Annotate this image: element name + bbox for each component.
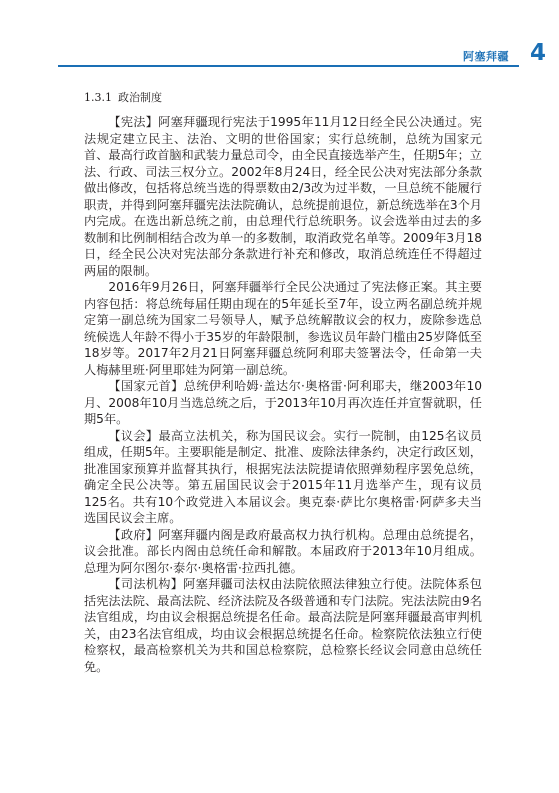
section-number: 1.3.1 [84, 91, 112, 104]
paragraph-constitution-amendment: 2016年9月26日，阿塞拜疆举行全民公决通过了宪法修正案。其主要内容包括：将总统每届任期由现在的5年延长至7年，设立两名副总统并规定第一副总统为国家二号领导人，赋予总统解散议会的权力，废除参选总统候选人年龄不得小于35岁的年龄限制，参选议员年龄门槛由25岁降低至18岁等。2017年2月21日阿塞拜疆总统阿利耶夫签署法令，任命第一夫人梅赫里班·阿里耶娃为阿第一副总统。 [84, 280, 482, 377]
paragraph-parliament: 【议会】最高立法机关，称为国民议会。实行一院制，由125名议员组成，任期5年。主要职能是制定、批准、废除法律条约，决定行政区划，批准国家预算并监督其执行，根据宪法法院提请依照弹劾程序罢免总统，确定全民公决等。第五届国民议会于2015年11月选举产生，现有议员125名。共有10个政党进入本届议会。奥克泰·萨比尔奥格雷·阿萨多夫当选国民议会主席。 [84, 428, 482, 525]
header-rule [58, 65, 519, 67]
page-content [84, 89, 482, 675]
paragraph-government: 【政府】阿塞拜疆内阁是政府最高权力执行机构。总理由总统提名，议会批准。部长内阁由总统任命和解散。本届政府于2013年10月组成。总理为阿尔图尔·泰尔·奥格雷·拉西扎德。 [84, 527, 482, 575]
section-title: 政治制度 [118, 91, 162, 104]
section-heading [84, 89, 482, 105]
paragraph-judiciary: 【司法机构】阿塞拜疆司法权由法院依照法律独立行使。法院体系包括宪法法院、最高法院、经济法院及各级普通和专门法院。宪法法院由9名法官组成，均由议会根据总统提名任命。最高法院是阿塞拜疆最高审判机关，由23名法官组成，均由议会根据总统提名任命。检察院依法独立行使检察权，最高检察机关为共和国总检察院，总检察长经议会同意由总统任免。 [84, 577, 482, 674]
paragraph-constitution: 【宪法】阿塞拜疆现行宪法于1995年11月12日经全民公决通过。宪法规定建立民主、法治、文明的世俗国家；实行总统制，总统为国家元首、最高行政首脑和武装力量总司令，由全民直接选举产生，任期5年；立法、行政、司法三权分立。2002年8月24日，经全民公决对宪法部分条款做出修改，包括将总统当选的得票数由2/3改为过半数，一旦总统不能履行职责，并得到阿塞拜疆宪法法院确认，总统提前退位，新总统选举在3个月内完成。在选出新总统之前，由总理代行总统职务。议会选举由过去的多数制和比例制相结合改为单一的多数制，取消政党名单等。2009年3月18日，经全民公决对宪法部分条款进行补充和修改，取消总统连任不得超过两届的限制。 [84, 115, 482, 278]
page-number: 4 [529, 40, 546, 66]
paragraph-head-of-state: 【国家元首】总统伊利哈姆·盖达尔·奥格雷·阿利耶夫，继2003年10月、2008年10月当选总统之后，于2013年10月再次连任并宣誓就职，任期5年。 [84, 379, 482, 426]
running-header-country: 阿塞拜疆 [463, 50, 509, 63]
